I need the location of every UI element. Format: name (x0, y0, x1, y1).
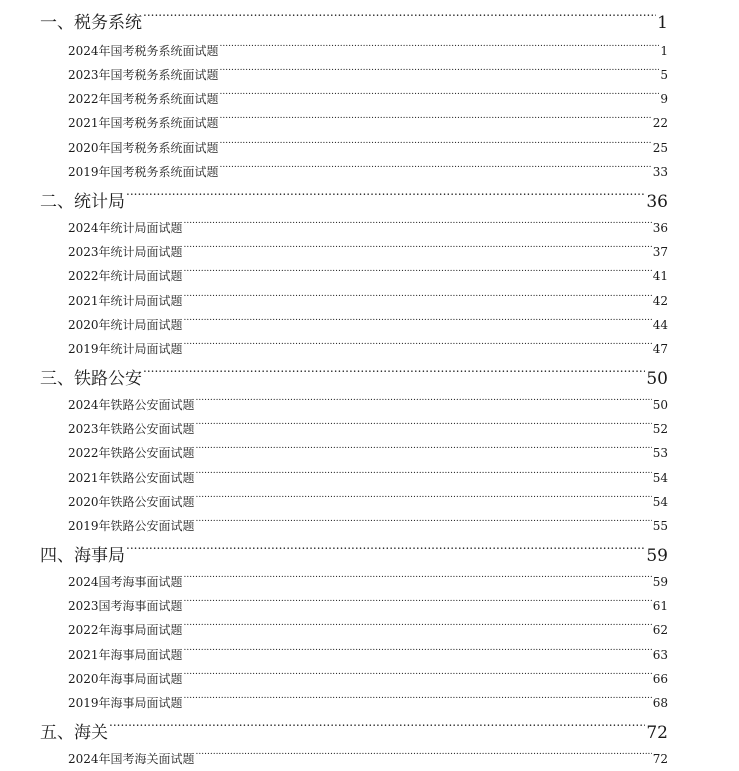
toc-page-number: 61 (652, 599, 668, 613)
dot-leader (196, 514, 652, 530)
toc-section-heading[interactable] (40, 716, 668, 743)
toc-entry-title: 2021年铁路公安面试题 (68, 471, 195, 485)
dot-leader (220, 39, 660, 55)
toc-page-number: 59 (652, 575, 668, 589)
dot-leader (220, 111, 652, 127)
toc-entry-title: 2022年铁路公安面试题 (68, 446, 195, 460)
toc-section-title: 五、海关 (40, 723, 108, 743)
toc-entry[interactable] (68, 337, 668, 356)
toc-page-number: 9 (660, 92, 668, 106)
toc-entry[interactable] (68, 240, 668, 259)
dot-leader (184, 337, 652, 353)
toc-entry-title: 2023年统计局面试题 (68, 245, 183, 259)
toc-entry[interactable] (68, 264, 668, 283)
toc-section-heading[interactable] (40, 6, 668, 33)
dot-leader (196, 490, 652, 506)
toc-page-number: 50 (652, 398, 668, 412)
dot-leader (220, 63, 660, 79)
toc-entry[interactable] (68, 643, 668, 662)
dot-leader (109, 716, 645, 738)
toc-section-title: 二、统计局 (40, 192, 125, 212)
dot-leader (184, 691, 652, 707)
dot-leader (196, 441, 652, 457)
toc-page-number: 22 (652, 116, 668, 130)
toc-entry[interactable] (68, 87, 668, 106)
toc-entry-title: 2020年国考税务系统面试题 (68, 141, 219, 155)
toc-page-number: 5 (660, 68, 668, 82)
toc-entry-title: 2023年国考税务系统面试题 (68, 68, 219, 82)
dot-leader (184, 240, 652, 256)
dot-leader (184, 289, 652, 305)
toc-page-number: 50 (646, 369, 668, 389)
toc-entry[interactable] (68, 667, 668, 686)
toc-page-number: 66 (652, 672, 668, 686)
toc-section-title: 一、税务系统 (40, 13, 142, 33)
toc-entry-title: 2019年统计局面试题 (68, 342, 183, 356)
toc-section-heading[interactable] (40, 539, 668, 566)
toc-entry-title: 2024年国考海关面试题 (68, 752, 195, 766)
toc-entry-title: 2024年统计局面试题 (68, 221, 183, 235)
toc-entry[interactable] (68, 393, 668, 412)
toc-entry-title: 2021年国考税务系统面试题 (68, 116, 219, 130)
toc-entry-title: 2022年统计局面试题 (68, 269, 183, 283)
dot-leader (184, 594, 652, 610)
dot-leader (220, 160, 652, 176)
toc-entry[interactable] (68, 216, 668, 235)
dot-leader (196, 747, 652, 763)
toc-page-number: 25 (652, 141, 668, 155)
dot-leader (196, 417, 652, 433)
toc-page-number: 42 (652, 294, 668, 308)
toc-entry-title: 2024国考海事面试题 (68, 575, 183, 589)
dot-leader (126, 185, 645, 207)
toc-entry[interactable] (68, 417, 668, 436)
toc-page-number: 41 (652, 269, 668, 283)
toc-page-number: 37 (652, 245, 668, 259)
toc-entry[interactable] (68, 39, 668, 58)
toc-entry[interactable] (68, 63, 668, 82)
toc-page-number: 44 (652, 318, 668, 332)
toc-page-number: 55 (652, 519, 668, 533)
toc-entry[interactable] (68, 490, 668, 509)
toc-section-heading[interactable] (40, 185, 668, 212)
dot-leader (184, 643, 652, 659)
toc-page-number: 1 (657, 13, 668, 33)
toc-entry-title: 2024年铁路公安面试题 (68, 398, 195, 412)
toc-entry[interactable] (68, 570, 668, 589)
toc-entry[interactable] (68, 160, 668, 179)
dot-leader (126, 539, 645, 561)
dot-leader (220, 136, 652, 152)
toc-entry[interactable] (68, 594, 668, 613)
toc-entry[interactable] (68, 466, 668, 485)
dot-leader (196, 466, 652, 482)
toc-page-number: 59 (646, 546, 668, 566)
toc-entry[interactable] (68, 514, 668, 533)
toc-section-heading[interactable] (40, 362, 668, 389)
dot-leader (184, 618, 652, 634)
toc-page-number: 36 (646, 192, 668, 212)
toc-page-number: 36 (652, 221, 668, 235)
toc-entry-title: 2020年统计局面试题 (68, 318, 183, 332)
toc-page-number: 62 (652, 623, 668, 637)
dot-leader (184, 313, 652, 329)
toc-page-number: 47 (652, 342, 668, 356)
toc-page-number: 33 (652, 165, 668, 179)
toc-page-number: 72 (652, 752, 668, 766)
toc-entry[interactable] (68, 691, 668, 710)
dot-leader (143, 6, 656, 28)
toc-entry-title: 2020年海事局面试题 (68, 672, 183, 686)
toc-page-number: 68 (652, 696, 668, 710)
dot-leader (196, 393, 652, 409)
dot-leader (220, 87, 660, 103)
toc-entry-title: 2021年统计局面试题 (68, 294, 183, 308)
toc-entry-title: 2019年国考税务系统面试题 (68, 165, 219, 179)
toc-entry-title: 2019年铁路公安面试题 (68, 519, 195, 533)
toc-entry[interactable] (68, 136, 668, 155)
toc-section-title: 三、铁路公安 (40, 369, 142, 389)
toc-entry-title: 2023国考海事面试题 (68, 599, 183, 613)
toc-entry-title: 2019年海事局面试题 (68, 696, 183, 710)
toc-entry[interactable] (68, 313, 668, 332)
toc-page-number: 54 (652, 471, 668, 485)
toc-entry[interactable] (68, 618, 668, 637)
dot-leader (184, 264, 652, 280)
toc-page-number: 54 (652, 495, 668, 509)
dot-leader (143, 362, 645, 384)
toc-entry-title: 2021年海事局面试题 (68, 648, 183, 662)
toc-entry[interactable] (68, 441, 668, 460)
toc-entry-title: 2023年铁路公安面试题 (68, 422, 195, 436)
toc-page-number: 52 (652, 422, 668, 436)
toc-entry-title: 2020年铁路公安面试题 (68, 495, 195, 509)
toc-page-number: 63 (652, 648, 668, 662)
toc-entry[interactable] (68, 289, 668, 308)
dot-leader (184, 570, 652, 586)
toc-page-number: 72 (646, 723, 668, 743)
toc-entry-title: 2022年国考税务系统面试题 (68, 92, 219, 106)
toc-page-number: 53 (652, 446, 668, 460)
toc-entry-title: 2024年国考税务系统面试题 (68, 44, 219, 58)
dot-leader (184, 216, 652, 232)
toc-entry[interactable] (68, 111, 668, 130)
toc-page-number: 1 (660, 44, 668, 58)
toc-entry[interactable] (68, 747, 668, 766)
toc-entry-title: 2022年海事局面试题 (68, 623, 183, 637)
dot-leader (184, 667, 652, 683)
toc-section-title: 四、海事局 (40, 546, 125, 566)
